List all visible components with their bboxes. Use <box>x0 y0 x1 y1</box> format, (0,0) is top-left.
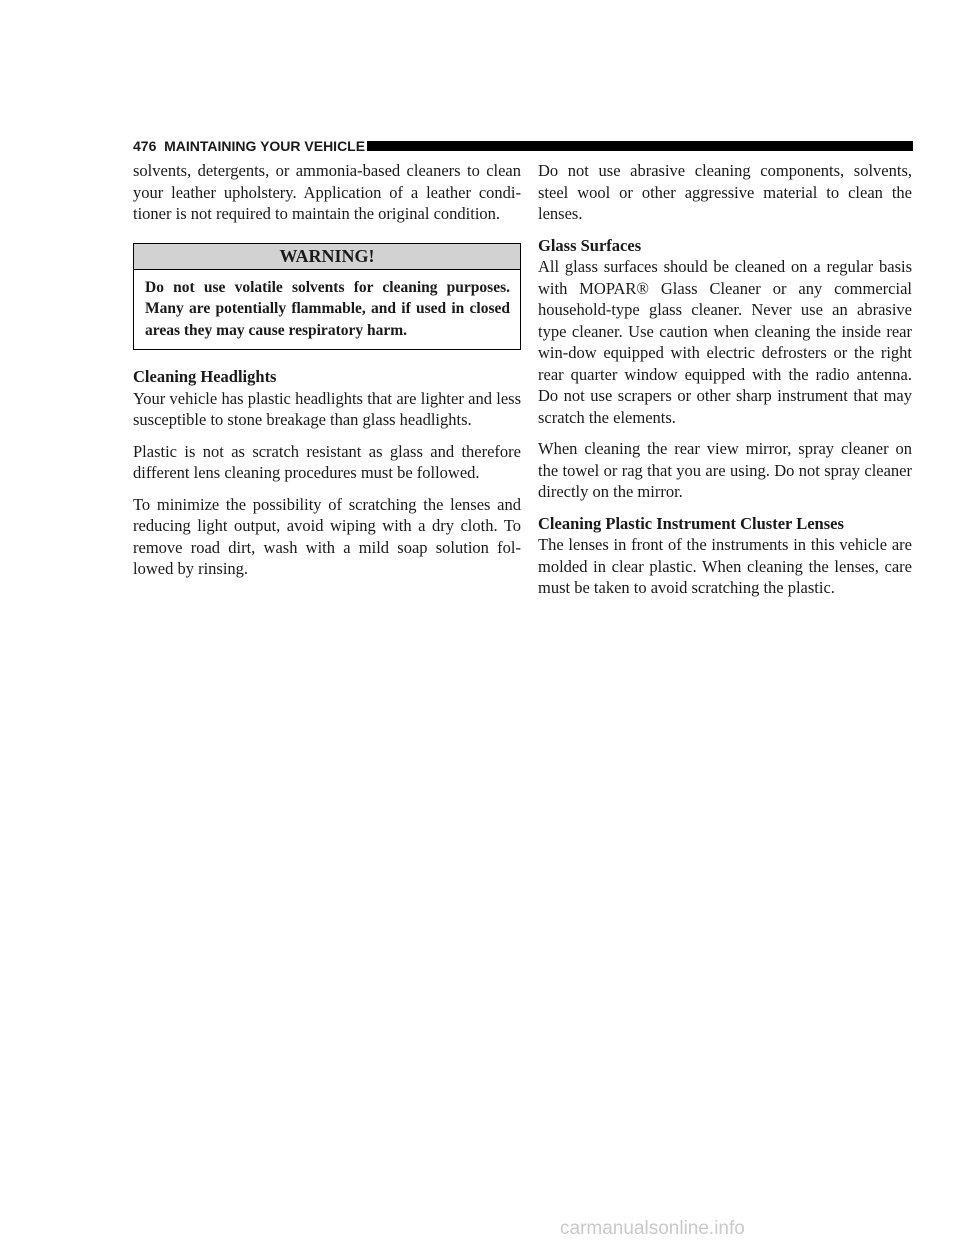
left-column <box>133 160 521 590</box>
cluster-lenses-heading: Cleaning Plastic Instrument Cluster Lenses <box>538 513 844 533</box>
section-title: MAINTAINING YOUR VEHICLE <box>164 138 366 154</box>
glass-paragraph-2: When cleaning the rear view mirror, spray cleaner on the towel or rag that you are using. Do not spray cleaner directly on the mirror. <box>538 439 912 501</box>
page-header <box>133 138 913 154</box>
page-number-and-section <box>133 138 365 154</box>
lens-intro-paragraph: Do not use abrasive cleaning components, solvents, steel wool or other aggressive material to clean the lenses. <box>538 161 912 223</box>
warning-text: Do not use volatile solvents for cleaning purposes. Many are potentially flammable, and if used in closed areas they may cause respiratory harm. <box>145 278 510 339</box>
header-rule <box>367 141 913 151</box>
page-number: 476 <box>133 138 157 154</box>
glass-surfaces-heading: Glass Surfaces <box>538 235 642 255</box>
right-column <box>538 160 912 609</box>
headlights-paragraph-3: To minimize the possibility of scratching the lenses and reducing light output, avoid wiping with a dry cloth. To remove road dirt, wash with a mild soap solution fol-lowed by rinsing. <box>133 494 521 578</box>
headlights-paragraph-1: Your vehicle has plastic headlights that are lighter and less susceptible to stone breakage than glass headlights. <box>133 388 521 429</box>
warning-title: WARNING! <box>134 244 520 270</box>
leather-intro-paragraph: solvents, detergents, or ammonia-based cleaners to clean your leather upholstery. Application of a leather condi-tioner is not required to maintain the original condition. <box>133 161 521 223</box>
headlights-paragraph-2: Plastic is not as scratch resistant as glass and therefore different lens cleaning procedures must be followed. <box>133 441 521 482</box>
watermark-text: carmanualsonline.info <box>560 1218 745 1239</box>
glass-paragraph-1: All glass surfaces should be cleaned on a regular basis with MOPAR® Glass Cleaner or any commercial household-type glass cleaner. Never use an abrasive type cleaner. Use caution when cleaning the inside rear win-dow equipped with electric defrosters or the right rear quarter window equipped with the radio antenna. Do not use scrapers or other sharp instrument that may scratch the elements. <box>538 257 912 427</box>
warning-box <box>133 243 521 351</box>
cluster-paragraph-1: The lenses in front of the instruments in this vehicle are molded in clear plastic. When cleaning the lenses, care must be taken to avoid scratching the plastic. <box>538 535 912 597</box>
headlights-heading: Cleaning Headlights <box>133 367 277 386</box>
